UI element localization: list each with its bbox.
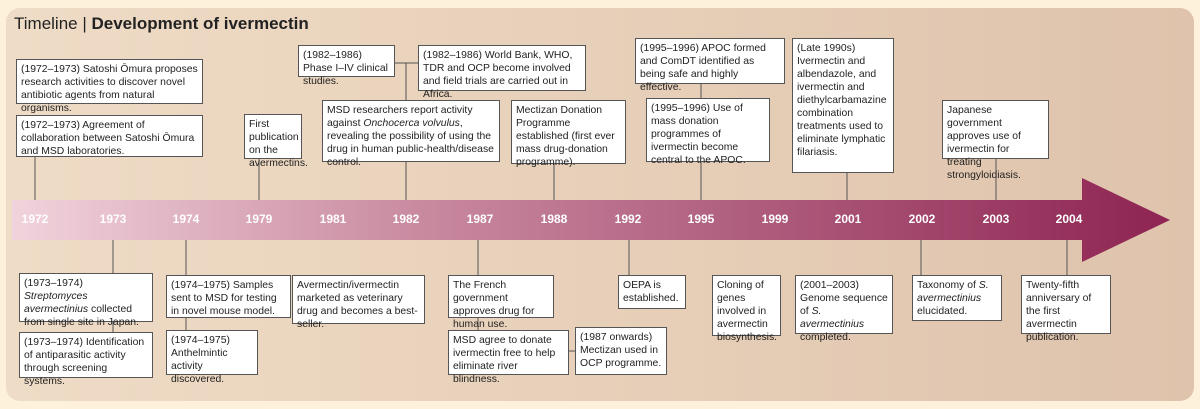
year-label: 1974 bbox=[172, 212, 200, 226]
event-text: (1973–1974) bbox=[24, 278, 83, 289]
event-box bbox=[448, 330, 569, 385]
event-box bbox=[448, 275, 554, 330]
event-text: elucidated. bbox=[917, 306, 968, 317]
year-label: 1981 bbox=[319, 212, 347, 226]
event-text: Cloning of genes involved in avermectin biosynthesis. bbox=[717, 280, 778, 343]
event-text: (1974–1975) Anthelmintic activity discovered. bbox=[171, 335, 230, 385]
event-text: (1973–1974) Identification of antiparasitic activity through screening systems. bbox=[24, 337, 145, 387]
event-text: Taxonomy of bbox=[917, 280, 979, 291]
event-box bbox=[16, 59, 203, 114]
event-box bbox=[322, 100, 500, 168]
event-box bbox=[418, 45, 586, 100]
event-box bbox=[942, 100, 1049, 181]
event-text: completed. bbox=[800, 332, 851, 343]
event-text: (1982–1986) World Bank, WHO, TDR and OCP become involved and field trials are carried out in Africa. bbox=[423, 50, 573, 100]
event-box bbox=[792, 38, 894, 173]
figure-title bbox=[14, 14, 309, 34]
year-label: 1992 bbox=[614, 212, 642, 226]
event-box bbox=[19, 332, 153, 387]
event-text: (Late 1990s) Ivermectin and albendazole, and ivermectin and diethylcarbamazine combination treatments used to eliminate lymphatic filariasis. bbox=[797, 43, 887, 158]
year-label: 1972 bbox=[21, 212, 49, 226]
event-text: (1974–1975) Samples sent to MSD for testing in novel mouse model. bbox=[171, 280, 277, 317]
event-text: (1972–1973) Agreement of collaboration between Satoshi Ōmura and MSD laboratories. bbox=[21, 120, 195, 157]
event-text: , revealing the possibility of using the drug in human public-health/disease control. bbox=[327, 118, 494, 168]
event-text: Mectizan Donation Programme established (first ever mass drug-donation programme). bbox=[516, 105, 615, 168]
event-text: (1982–1986) Phase I–IV clinical studies. bbox=[303, 50, 388, 87]
event-text: (2001–2003) Genome sequence of bbox=[800, 280, 888, 317]
event-box bbox=[1021, 275, 1111, 343]
event-text: Avermectin/ivermectin marketed as veterinary drug and becomes a best-seller. bbox=[297, 280, 418, 330]
event-text: collected from single site in Japan. bbox=[24, 304, 139, 328]
event-text-italic: S. avermectinius bbox=[800, 306, 865, 330]
event-text: (1995–1996) Use of mass donation programmes of ivermectin become central to the APOC. bbox=[651, 103, 746, 166]
event-box bbox=[618, 275, 686, 309]
title-separator: | bbox=[82, 14, 87, 33]
year-label: 1999 bbox=[761, 212, 789, 226]
year-label: 1995 bbox=[687, 212, 715, 226]
event-text: (1987 onwards) Mectizan used in OCP programme. bbox=[580, 332, 662, 369]
event-box bbox=[795, 275, 893, 343]
event-box bbox=[166, 330, 258, 385]
event-text: First publication on the avermectins. bbox=[249, 119, 308, 169]
event-box bbox=[298, 45, 395, 87]
event-text-italic: Streptomyces avermectinius bbox=[24, 291, 89, 315]
title-main: Development of ivermectin bbox=[91, 14, 309, 33]
event-text: MSD agree to donate ivermectin free to help eliminate river blindness. bbox=[453, 335, 556, 385]
event-text: (1995–1996) APOC formed and ComDT identified as being safe and highly effective. bbox=[640, 43, 766, 93]
event-box bbox=[712, 275, 781, 343]
event-box bbox=[635, 38, 785, 93]
event-text: Twenty-fifth anniversary of the first avermectin publication. bbox=[1026, 280, 1092, 343]
event-text: Japanese government approves use of ivermectin for treating strongyloidiasis. bbox=[947, 105, 1021, 181]
year-label: 1973 bbox=[99, 212, 127, 226]
event-text: OEPA is established. bbox=[623, 280, 679, 304]
event-text: The French government approves drug for human use. bbox=[453, 280, 535, 330]
event-text: MSD researchers report activity against bbox=[327, 105, 473, 129]
title-prefix: Timeline bbox=[14, 14, 78, 33]
event-box bbox=[16, 115, 203, 157]
year-label: 2004 bbox=[1055, 212, 1083, 226]
event-box bbox=[912, 275, 1002, 321]
year-label: 1988 bbox=[540, 212, 568, 226]
event-text-italic: Onchocerca volvulus bbox=[363, 118, 460, 129]
year-label: 2003 bbox=[982, 212, 1010, 226]
event-box bbox=[292, 275, 425, 330]
event-text: (1972–1973) Satoshi Ōmura proposes research activities to discover novel antibiotic agents from natural organisms. bbox=[21, 64, 198, 114]
event-box bbox=[646, 98, 770, 166]
year-label: 2002 bbox=[908, 212, 936, 226]
event-text-italic: S. avermectinius bbox=[917, 280, 989, 304]
event-box bbox=[19, 273, 153, 328]
year-label: 1979 bbox=[245, 212, 273, 226]
event-box bbox=[575, 327, 667, 375]
year-label: 1982 bbox=[392, 212, 420, 226]
year-label: 2001 bbox=[834, 212, 862, 226]
event-box bbox=[244, 114, 308, 169]
event-box bbox=[511, 100, 626, 168]
event-box bbox=[166, 275, 291, 318]
year-label: 1987 bbox=[466, 212, 494, 226]
